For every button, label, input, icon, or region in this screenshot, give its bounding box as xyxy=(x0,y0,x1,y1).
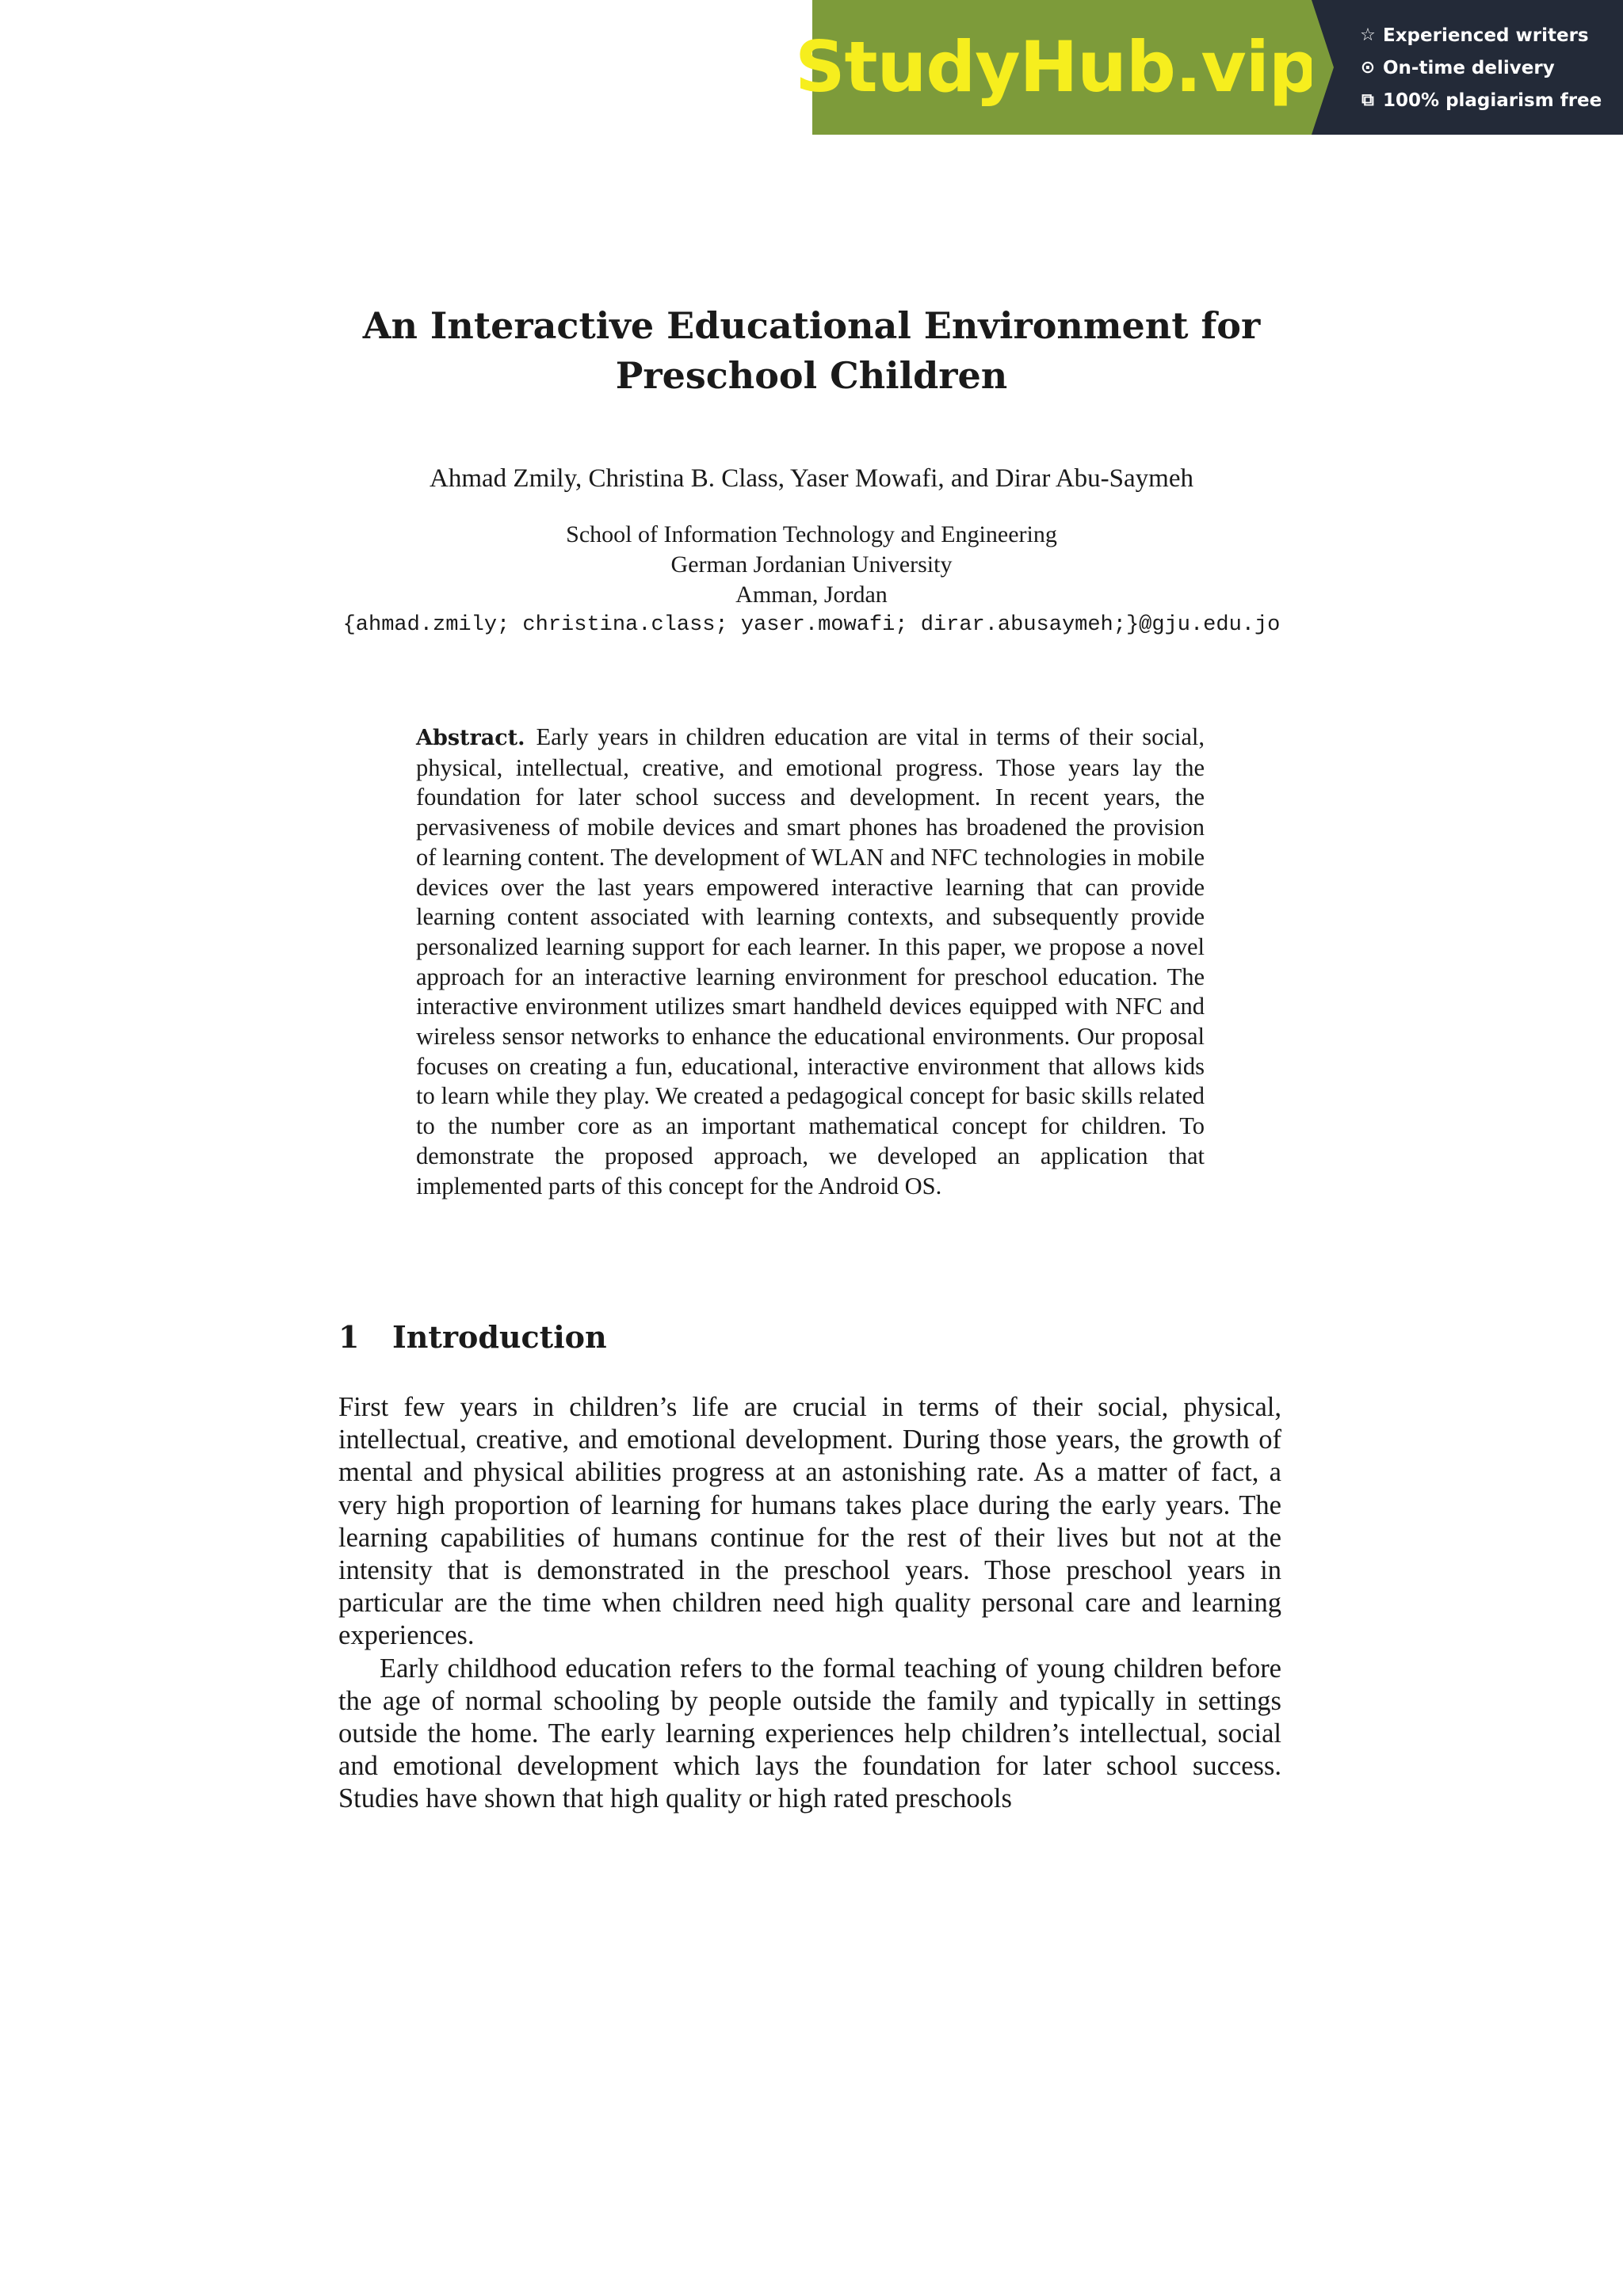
section-title: Introduction xyxy=(392,1319,607,1355)
abstract-label: Abstract. xyxy=(416,726,525,750)
section-number: 1 xyxy=(338,1319,360,1355)
paper-authors: Ahmad Zmily, Christina B. Class, Yaser Mowafi, and Dirar Abu-Saymeh xyxy=(430,464,1193,493)
abstract xyxy=(416,723,1205,1201)
paper-title-line-1: An Interactive Educational Environment for xyxy=(362,304,1261,347)
feature-experienced-writers xyxy=(1358,19,1623,51)
feature-label: Experienced writers xyxy=(1383,25,1589,46)
feature-plagiarism-free xyxy=(1358,84,1623,116)
paragraph: Early childhood education refers to the formal teaching of young children before the age of normal schooling by people outside the family and typically in settings outside the home. The early learning experiences help children’s intellectual, social and emotional development which lays the foundation for later school success. Studies have shown that high quality or high rated preschools xyxy=(338,1653,1281,1814)
affiliation-location: Amman, Jordan xyxy=(735,582,888,608)
studyhub-logo-panel[interactable] xyxy=(795,0,1318,135)
paper-title-line-2: Preschool Children xyxy=(615,354,1008,397)
star-icon: ☆ xyxy=(1360,25,1376,45)
studyhub-logo[interactable]: StudyHub.vip xyxy=(795,26,1318,108)
paper-affiliation xyxy=(0,520,1623,640)
feature-on-time-delivery xyxy=(1358,51,1623,84)
section-heading-introduction xyxy=(338,1318,607,1356)
affiliation-school: School of Information Technology and Engineering xyxy=(566,521,1057,547)
banner-feature-list xyxy=(1312,0,1623,135)
abstract-text: Early years in children education are vital in terms of their social, physical, intellectual, creative, and emotional progress. Those years lay the foundation for later school success and development. In recent years, the pervasiveness of mobile devices and smart phones has broadened the provision of learning content. The development of WLAN and NFC technologies in mobile devices over the last years empowered interactive learning that can provide learning content associated with learning contexts, and subsequently provide personalized learning support for each learner. In this paper, we propose a novel approach for an interactive learning environment for preschool education. The interactive environment utilizes smart handheld devices equipped with NFC and wireless sensor networks to enhance the educational environments. Our proposal focuses on creating a fun, educational, interactive environment that allows kids to learn while they play. We created a pedagogical concept for basic skills related to the number core as an important mathematical concept for children. To demonstrate the proposed approach, we developed an application that implemented parts of this concept for the Android OS. xyxy=(416,723,1205,1199)
author-emails: {ahmad.zmily; christina.class; yaser.mowafi; dirar.abusaymeh;}@gju.edu.jo xyxy=(342,613,1281,637)
document-copy-icon: ⧉ xyxy=(1361,90,1374,110)
paper-title xyxy=(0,301,1623,401)
introduction-body xyxy=(338,1391,1281,1816)
feature-label: On-time delivery xyxy=(1383,57,1555,78)
affiliation-university: German Jordanian University xyxy=(670,551,953,578)
studyhub-banner[interactable] xyxy=(795,0,1623,135)
clock-icon: ⊙ xyxy=(1360,58,1376,78)
paragraph: First few years in children’s life are crucial in terms of their social, physical, intellectual, creative, and emotional development. During those years, the growth of mental and physical abilities progress at an astonishing rate. As a matter of fact, a very high proportion of learning for humans takes place during the early years. The learning capabilities of humans continue for the rest of their lives but not at the intensity that is demonstrated in the preschool years. Those preschool years in particular are the time when children need high quality personal care and learning experiences. xyxy=(338,1392,1281,1651)
feature-label: 100% plagiarism free xyxy=(1383,90,1602,111)
